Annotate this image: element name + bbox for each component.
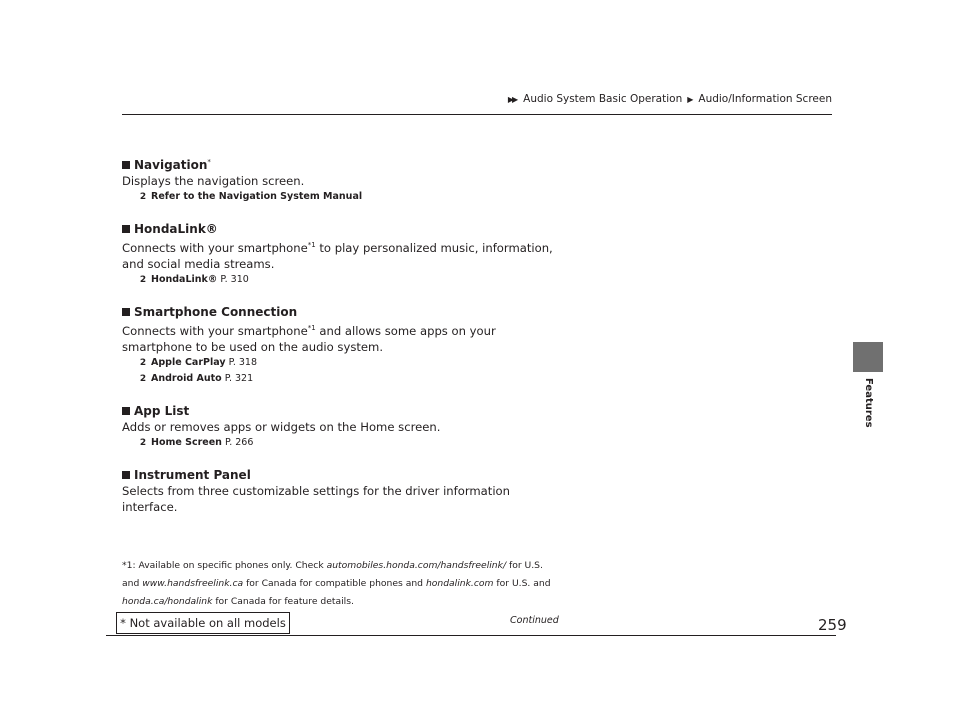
footnote-link[interactable]: www.handsfreelink.ca <box>142 578 244 589</box>
footnote-link[interactable]: hondalink.com <box>425 578 494 589</box>
cross-reference[interactable]: 2 Apple CarPlay P. 318 <box>139 356 258 368</box>
section-instrument-panel <box>122 467 562 515</box>
section-body: Selects from three customizable settings for the driver information interface. <box>122 483 510 514</box>
section-navigation <box>122 154 562 205</box>
section-title: Instrument Panel <box>122 467 562 483</box>
reference-arrow-icon: 2 <box>139 373 147 384</box>
footnote-link[interactable]: honda.ca/hondalink <box>122 596 213 607</box>
footnote-link[interactable]: automobiles.honda.com/handsfreelink/ <box>326 560 507 571</box>
cross-reference[interactable]: 2 Android Auto P. 321 <box>139 372 254 384</box>
header-rule <box>122 114 832 115</box>
section-hondalink <box>122 221 562 288</box>
cross-reference[interactable]: 2 Home Screen P. 266 <box>139 436 254 448</box>
features-tab-marker <box>853 342 883 372</box>
square-bullet-icon <box>122 225 130 233</box>
breadcrumb-arrow-icon: ▶ <box>687 94 694 104</box>
side-tab-label: Features <box>863 378 874 428</box>
breadcrumb-item[interactable]: Audio/Information Screen <box>698 93 832 105</box>
section-app-list <box>122 403 562 451</box>
footnote-marker: *1 <box>307 241 316 249</box>
content-sections <box>122 154 562 531</box>
breadcrumb-item[interactable]: Audio System Basic Operation <box>523 93 683 105</box>
section-title: Smartphone Connection <box>122 304 562 320</box>
square-bullet-icon <box>122 471 130 479</box>
footer-rule <box>106 635 836 636</box>
section-smartphone-connection <box>122 304 562 387</box>
square-bullet-icon <box>122 308 130 316</box>
reference-arrow-icon: 2 <box>139 437 147 448</box>
square-bullet-icon <box>122 161 130 169</box>
section-body: Connects with your smartphone$^{*1}$ and allows some apps on your smartphone to be used on the audio system. <box>122 323 496 354</box>
square-bullet-icon <box>122 407 130 415</box>
not-available-note: * Not available on all models <box>116 612 290 634</box>
cross-reference[interactable]: 2 Refer to the Navigation System Manual <box>139 191 363 202</box>
section-body: Adds or removes apps or widgets on the Home screen. <box>122 419 441 434</box>
section-body: Displays the navigation screen. <box>122 174 305 188</box>
section-title: App List <box>122 403 562 419</box>
footnote-marker: *1 <box>307 323 316 332</box>
footnote: *1: Available on specific phones only. Check automobiles.honda.com/handsfreelink/ for U.S. and www.handsfreelink.ca for Canada for compatible phones and hondalink.com for U.S. and honda.ca/hondalink for Canada for feature details. <box>122 560 551 607</box>
reference-arrow-icon: 2 <box>139 274 147 285</box>
reference-arrow-icon: 2 <box>139 192 147 202</box>
reference-arrow-icon: 2 <box>139 357 147 368</box>
cross-reference[interactable]: 2 HondaLink® P. 310 <box>139 273 249 285</box>
continued-label: Continued <box>510 615 559 626</box>
breadcrumb <box>508 93 832 105</box>
breadcrumb-arrow-icon: ▶▶ <box>507 94 517 104</box>
section-body: Connects with your smartphone$^{*1}$ to play personalized music, information, and social media streams. <box>122 240 553 271</box>
page-number: 259 <box>818 616 847 634</box>
section-title: HondaLink® <box>122 221 562 237</box>
section-title: Navigation* <box>122 154 562 173</box>
